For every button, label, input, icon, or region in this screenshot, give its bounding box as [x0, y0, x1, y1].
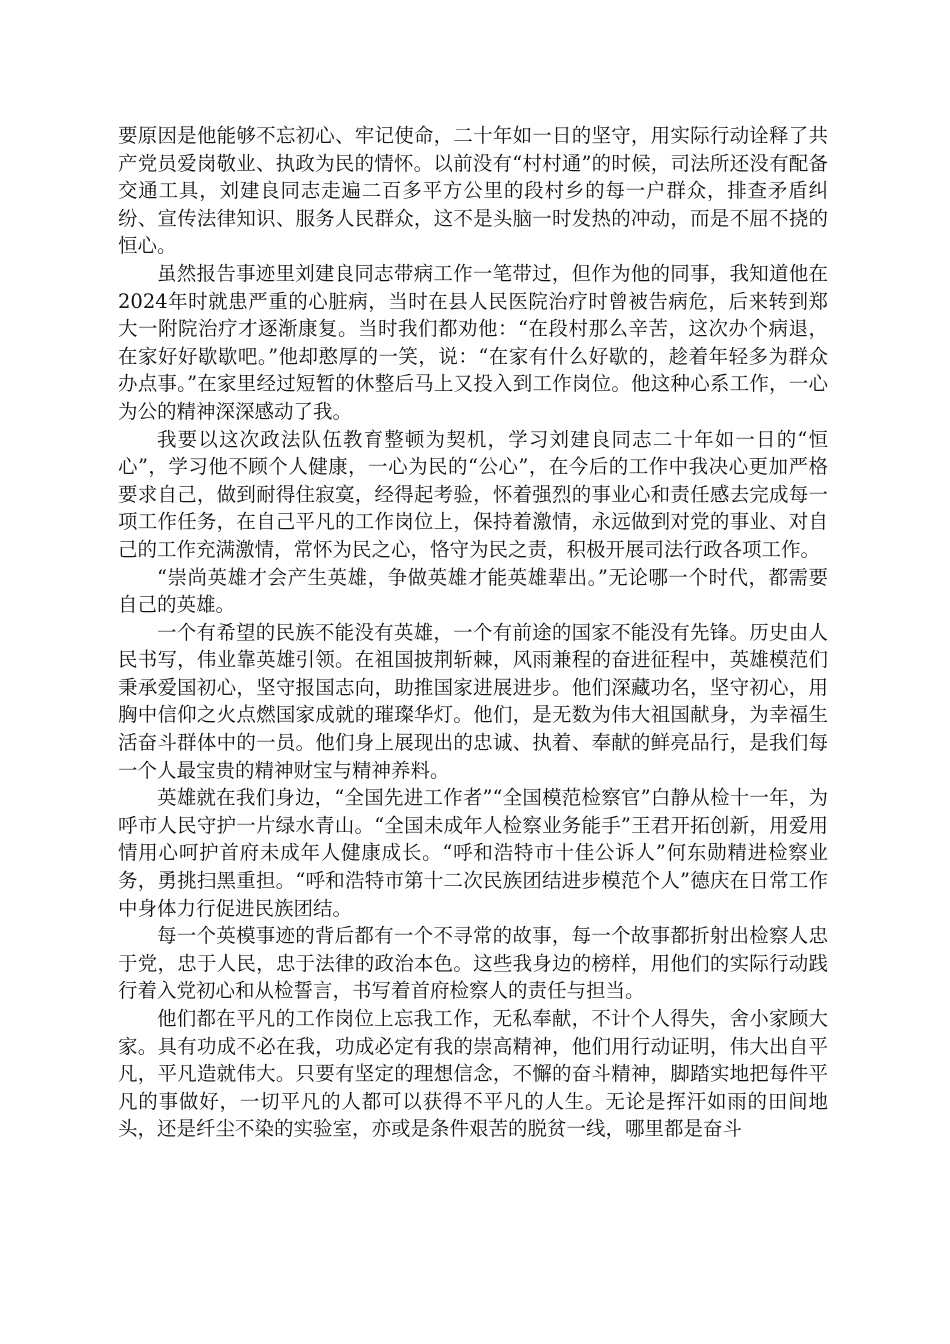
- paragraph-7: 每一个英模事迹的背后都有一个不寻常的故事，每一个故事都折射出检察人忠于党，忠于人民，忠于法律的政治本色。这些我身边的榜样，用他们的实际行动践行着入党初心和从检誓言，书写着首府检察人的责任与担当。: [118, 924, 828, 1003]
- document-page: [118, 122, 828, 1143]
- paragraph-6: 英雄就在我们身边，“全国先进工作者”“全国模范检察官”白静从检十一年，为呼市人民守护一片绿水青山。“全国未成年人检察业务能手”王君开拓创新，用爱用情用心呵护首府未成年人健康成长。“呼和浩特市十佳公诉人”何东勋精进检察业务，勇挑扫黑重担。“呼和浩特市第十二次民族团结进步模范个人”德庆在日常工作中身体力行促进民族团结。: [118, 786, 828, 920]
- paragraph-4: “崇尚英雄才会产生英雄，争做英雄才能英雄辈出。”无论哪一个时代，都需要自己的英雄。: [118, 565, 828, 617]
- paragraph-8: 他们都在平凡的工作岗位上忘我工作，无私奉献，不计个人得失，舍小家顾大家。具有功成不必在我，功成必定有我的崇高精神，他们用行动证明，伟大出自平凡，平凡造就伟大。只要有坚定的理想信念，不懈的奋斗精神，脚踏实地把每件平凡的事做好，一切平凡的人都可以获得不平凡的人生。无论是挥汗如雨的田间地头，还是纤尘不染的实验室，亦或是条件艰苦的脱贫一线，哪里都是奋斗: [118, 1007, 828, 1141]
- paragraph-3: 我要以这次政法队伍教育整顿为契机，学习刘建良同志二十年如一日的“恒心”，学习他不顾个人健康，一心为民的“公心”，在今后的工作中我决心更加严格要求自己，做到耐得住寂寞，经得起考验，怀着强烈的事业心和责任感去完成每一项工作任务，在自己平凡的工作岗位上，保持着激情，永远做到对党的事业、对自己的工作充满激情，常怀为民之心，恪守为民之责，积极开展司法行政各项工作。: [118, 427, 828, 561]
- paragraph-1: 要原因是他能够不忘初心、牢记使命，二十年如一日的坚守，用实际行动诠释了共产党员爱岗敬业、执政为民的情怀。以前没有“村村通”的时候，司法所还没有配备交通工具，刘建良同志走遍二百多平方公里的段村乡的每一户群众，排查矛盾纠纷、宣传法律知识、服务人民群众，这不是头脑一时发热的冲动，而是不屈不挠的恒心。: [118, 124, 828, 258]
- paragraph-5: 一个有希望的民族不能没有英雄，一个有前途的国家不能没有先锋。历史由人民书写，伟业靠英雄引领。在祖国披荆斩棘，风雨兼程的奋进征程中，英雄模范们秉承爱国初心，坚守报国志向，助推国家进展进步。他们深藏功名，坚守初心，用胸中信仰之火点燃国家成就的璀璨华灯。他们，是无数为伟大祖国献身，为幸福生活奋斗群体中的一员。他们身上展现出的忠诚、执着、奉献的鲜亮品行，是我们每一个人最宝贵的精神财宝与精神养料。: [118, 620, 828, 782]
- paragraph-2: 虽然报告事迹里刘建良同志带病工作一笔带过，但作为他的同事，我知道他在2024年时就患严重的心脏病，当时在县人民医院治疗时曾被告病危，后来转到郑大一附院治疗才逐渐康复。当时我们都劝他：“在段村那么辛苦，这次办个病退，在家好好歇歇吧。”他却憨厚的一笑，说：“在家有什么好歇的，趁着年轻多为群众办点事。”在家里经过短暂的休整后马上又投入到工作岗位。他这种心系工作，一心为公的精神深深感动了我。: [118, 261, 828, 423]
